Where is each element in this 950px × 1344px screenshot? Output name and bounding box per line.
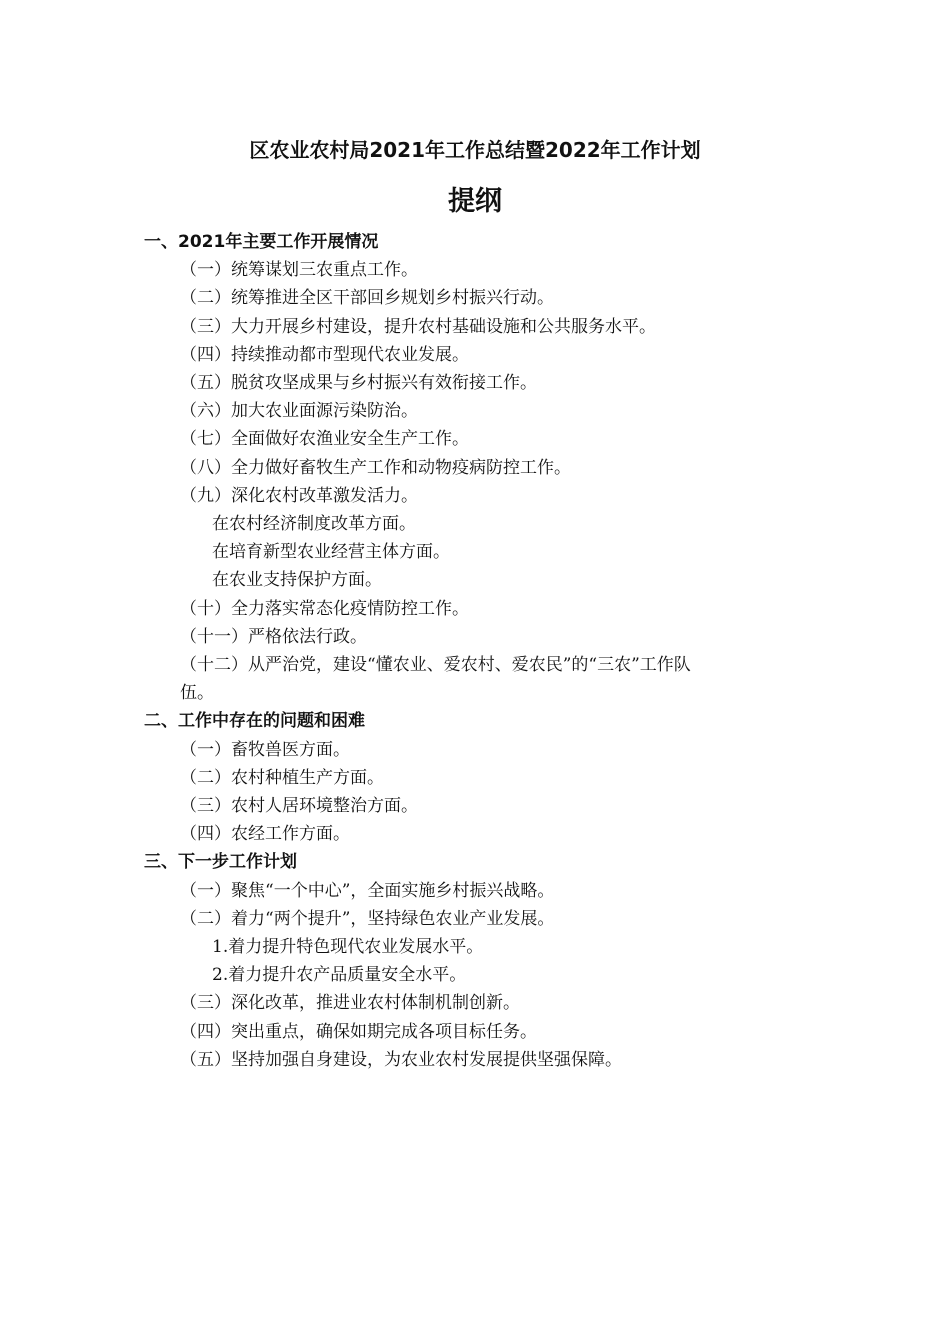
list-item: （四）持续推动都市型现代农业发展。 (180, 344, 469, 365)
list-item: （一）畜牧兽医方面。 (180, 739, 350, 760)
list-item: （三）深化改革，推进业农村体制机制创新。 (180, 993, 520, 1014)
list-item: （八）全力做好畜牧生产工作和动物疫病防控工作。 (180, 457, 571, 478)
section-heading-1: 一、2021年主要工作开展情况 (144, 232, 379, 252)
sub-list-item: 在农村经济制度改革方面。 (212, 514, 416, 535)
list-item: （九）深化农村改革激发活力。 (180, 485, 418, 506)
list-item: （二）农村种植生产方面。 (180, 767, 384, 788)
list-item-long-line2: 伍。 (180, 683, 214, 704)
document-body (144, 228, 814, 1074)
list-item: （三）大力开展乡村建设，提升农村基础设施和公共服务水平。 (180, 316, 656, 337)
sub-list-item: 2.着力提升农产品质量安全水平。 (212, 965, 467, 986)
sub-list-item: 在农业支持保护方面。 (212, 570, 382, 591)
document-title: 区农业农村局2021年工作总结暨2022年工作计划 (249, 138, 701, 162)
sub-list-item: 在培育新型农业经营主体方面。 (212, 542, 450, 563)
list-item: （四）突出重点，确保如期完成各项目标任务。 (180, 1021, 537, 1042)
sub-list-item: 1.着力提升特色现代农业发展水平。 (212, 937, 484, 958)
list-item: （七）全面做好农渔业安全生产工作。 (180, 429, 469, 450)
section-heading-3: 三、下一步工作计划 (144, 852, 297, 873)
document-subtitle: 提纲 (448, 186, 502, 217)
list-item: （二）统筹推进全区干部回乡规划乡村振兴行动。 (180, 288, 554, 309)
list-item: （十）全力落实常态化疫情防控工作。 (180, 598, 469, 619)
list-item: （四）农经工作方面。 (180, 824, 350, 845)
list-item: （一）聚焦“一个中心”，全面实施乡村振兴战略。 (180, 880, 555, 901)
list-item: （十一）严格依法行政。 (180, 626, 367, 647)
list-item: （一）统筹谋划三农重点工作。 (180, 260, 418, 281)
list-item: （五）脱贫攻坚成果与乡村振兴有效衔接工作。 (180, 373, 537, 394)
list-item-long-line1: （十二）从严治党，建设“懂农业、爱农村、爱农民”的“三农”工作队 (180, 655, 691, 676)
list-item: （五）坚持加强自身建设，为农业农村发展提供坚强保障。 (180, 1049, 622, 1070)
list-item: （三）农村人居环境整治方面。 (180, 796, 418, 817)
list-item: （六）加大农业面源污染防治。 (180, 401, 418, 422)
list-item: （二）着力“两个提升”，坚持绿色农业产业发展。 (180, 908, 555, 929)
section-heading-2: 二、工作中存在的问题和困难 (144, 711, 365, 732)
